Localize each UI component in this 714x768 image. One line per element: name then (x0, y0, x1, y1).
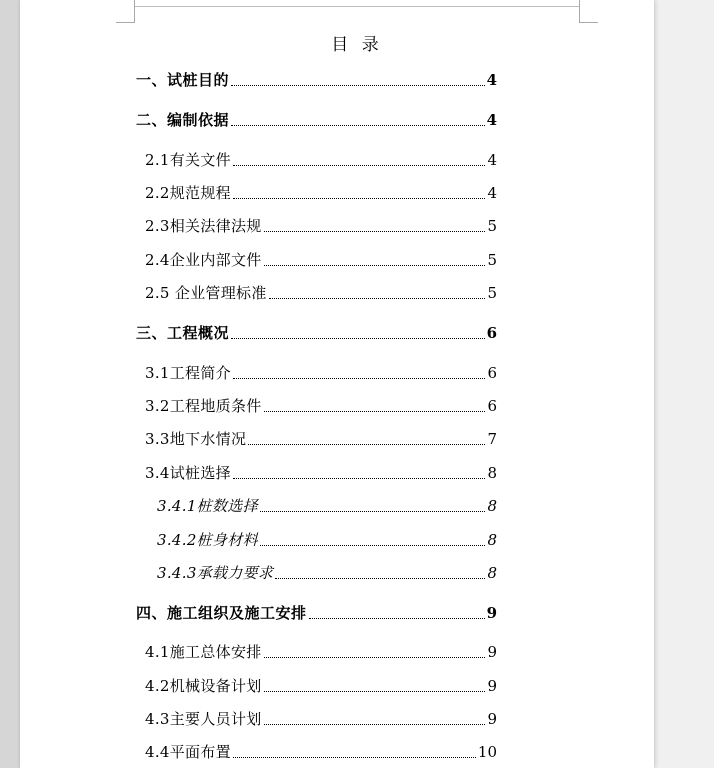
toc-entry-label: 3.4.2桩身材料 (157, 531, 258, 549)
toc-entry-label: 3.3地下水情况 (145, 430, 247, 448)
toc-leader-dots (309, 618, 485, 619)
toc-entry-label: 4.1施工总体安排 (145, 643, 262, 661)
toc-entry[interactable] (157, 495, 497, 517)
toc-entry-label: 三、工程概况 (136, 324, 230, 342)
toc-entry[interactable] (145, 428, 497, 450)
toc-entry[interactable] (145, 362, 497, 384)
toc-entry[interactable] (145, 395, 497, 417)
toc-leader-dots (264, 724, 486, 725)
toc-entry-label: 2.4企业内部文件 (145, 251, 262, 269)
toc-entry[interactable] (157, 562, 497, 584)
toc-entry[interactable] (145, 708, 497, 730)
toc-page-number: 8 (487, 564, 497, 582)
toc-entry-label: 3.4.1桩数选择 (157, 497, 258, 515)
toc-page-number: 9 (487, 677, 497, 695)
toc-leader-dots (264, 411, 486, 412)
toc-page-number: 9 (487, 643, 497, 661)
toc-page-number: 4 (487, 184, 497, 202)
toc-entry[interactable] (145, 741, 497, 763)
viewport-left-margin (0, 0, 20, 768)
toc-leader-dots (275, 578, 485, 579)
document-page[interactable] (20, 0, 654, 768)
toc-entry[interactable] (145, 215, 497, 237)
toc-entry[interactable] (145, 249, 497, 271)
toc-entry-label: 2.1有关文件 (145, 151, 231, 169)
toc-entry-label: 3.2工程地质条件 (145, 397, 262, 415)
toc-page-number: 6 (487, 397, 497, 415)
toc-leader-dots (233, 757, 476, 758)
toc-entry[interactable] (157, 529, 497, 551)
toc-entry-label: 一、试桩目的 (136, 71, 230, 89)
toc-entry-label: 3.4试桩选择 (145, 464, 231, 482)
toc-entry-label: 2.2规范规程 (145, 184, 231, 202)
crop-mark-top-left (116, 0, 135, 23)
toc-leader-dots (260, 545, 486, 546)
toc-page-number: 9 (487, 710, 497, 728)
toc-leader-dots (260, 511, 486, 512)
toc-page-number: 8 (487, 531, 497, 549)
toc-entry-label: 2.3相关法律法规 (145, 217, 262, 235)
toc-title: 目 录 (331, 35, 383, 55)
toc-page-number: 6 (487, 364, 497, 382)
toc-leader-dots (231, 338, 485, 339)
toc-entry[interactable] (136, 602, 497, 624)
toc-entry[interactable] (136, 322, 497, 344)
toc-leader-dots (233, 378, 485, 379)
toc-entry-label: 4.4平面布置 (145, 743, 231, 761)
toc-page-number: 4 (486, 71, 497, 89)
toc-entry-label: 四、施工组织及施工安排 (136, 604, 307, 622)
page-top-boundary (135, 6, 579, 7)
toc-leader-dots (231, 125, 485, 126)
toc-leader-dots (264, 691, 486, 692)
toc-entry[interactable] (136, 109, 497, 131)
toc-page-number: 8 (487, 497, 497, 515)
toc-page-number: 5 (487, 284, 497, 302)
toc-entry[interactable] (145, 282, 497, 304)
toc-page-number: 10 (477, 743, 497, 761)
toc-entry-label: 4.2机械设备计划 (145, 677, 262, 695)
toc-page-number: 7 (487, 430, 497, 448)
toc-page-number: 8 (487, 464, 497, 482)
toc-leader-dots (264, 231, 486, 232)
viewport-right-margin (654, 0, 714, 768)
toc-page-number: 5 (487, 251, 497, 269)
toc-page-number: 5 (487, 217, 497, 235)
toc-entry-label: 3.1工程简介 (145, 364, 231, 382)
toc-page-number: 6 (486, 324, 497, 342)
toc-leader-dots (233, 478, 485, 479)
crop-mark-top-right (579, 0, 598, 23)
toc-entry[interactable] (145, 641, 497, 663)
toc-page-number: 9 (486, 604, 497, 622)
toc-leader-dots (264, 657, 486, 658)
toc-leader-dots (233, 165, 485, 166)
toc-leader-dots (269, 298, 486, 299)
toc-entry-label: 4.3主要人员计划 (145, 710, 262, 728)
toc-entry[interactable] (145, 182, 497, 204)
toc-entry-label: 二、编制依据 (136, 111, 230, 129)
toc-entry-label: 2.5 企业管理标准 (145, 284, 267, 302)
toc-page-number: 4 (486, 111, 497, 129)
toc-entry-label: 3.4.3承载力要求 (157, 564, 274, 582)
toc-leader-dots (233, 198, 485, 199)
toc-entry[interactable] (136, 69, 497, 91)
toc-leader-dots (231, 85, 485, 86)
toc-page-number: 4 (487, 151, 497, 169)
toc-entry[interactable] (145, 675, 497, 697)
toc-entry[interactable] (145, 462, 497, 484)
toc-entry[interactable] (145, 149, 497, 171)
toc-leader-dots (264, 265, 486, 266)
toc-leader-dots (248, 444, 485, 445)
